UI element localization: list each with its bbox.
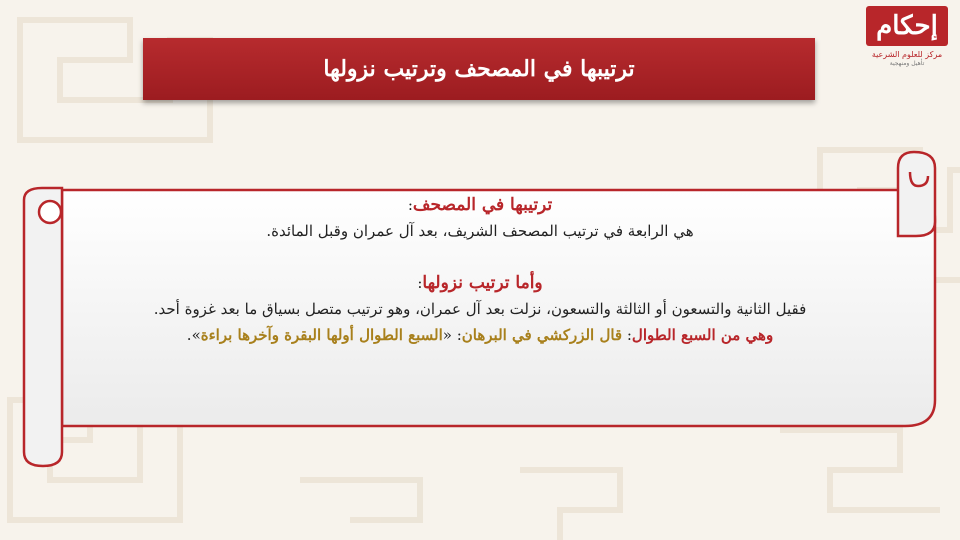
revelation-order-text: فقيل الثانية والتسعون أو الثالثة والتسعون، نزلت بعد آل عمران، وهو ترتيب متصل بسياق ما بعد غزوة أحد. [153,300,807,318]
zarkashi-source: قال الزركشي في البرهان [461,326,623,344]
revelation-order-colon: : [417,274,423,292]
content-area [118,192,842,348]
logo-subtitle: مركز للعلوم الشرعية [871,50,943,59]
order-in-mushaf-heading: ترتيبها في المصحف [412,195,553,215]
seven-long-lead: وهي من السبع الطوال [631,326,774,344]
section-revelation-order [118,270,842,296]
logo-tagline: تأهيل ومنهجية [889,60,925,67]
spacer [118,244,842,270]
section-order-in-mushaf [118,192,842,218]
quote-close: ». [186,326,201,344]
order-in-mushaf-colon: : [407,196,413,214]
order-in-mushaf-text: هي الرابعة في ترتيب المصحف الشريف، بعد آل عمران وقبل المائدة. [266,222,694,240]
seven-long-sep: : [622,326,632,344]
logo-mark: إحكام [866,6,948,46]
page-title: ترتيبها في المصحف وترتيب نزولها [323,56,635,82]
revelation-order-heading: وأما ترتيب نزولها [422,273,543,293]
quote-open: : « [442,326,462,344]
zarkashi-quote: السبع الطوال أولها البقرة وآخرها براءة [200,326,443,344]
section-seven-long [118,322,842,348]
